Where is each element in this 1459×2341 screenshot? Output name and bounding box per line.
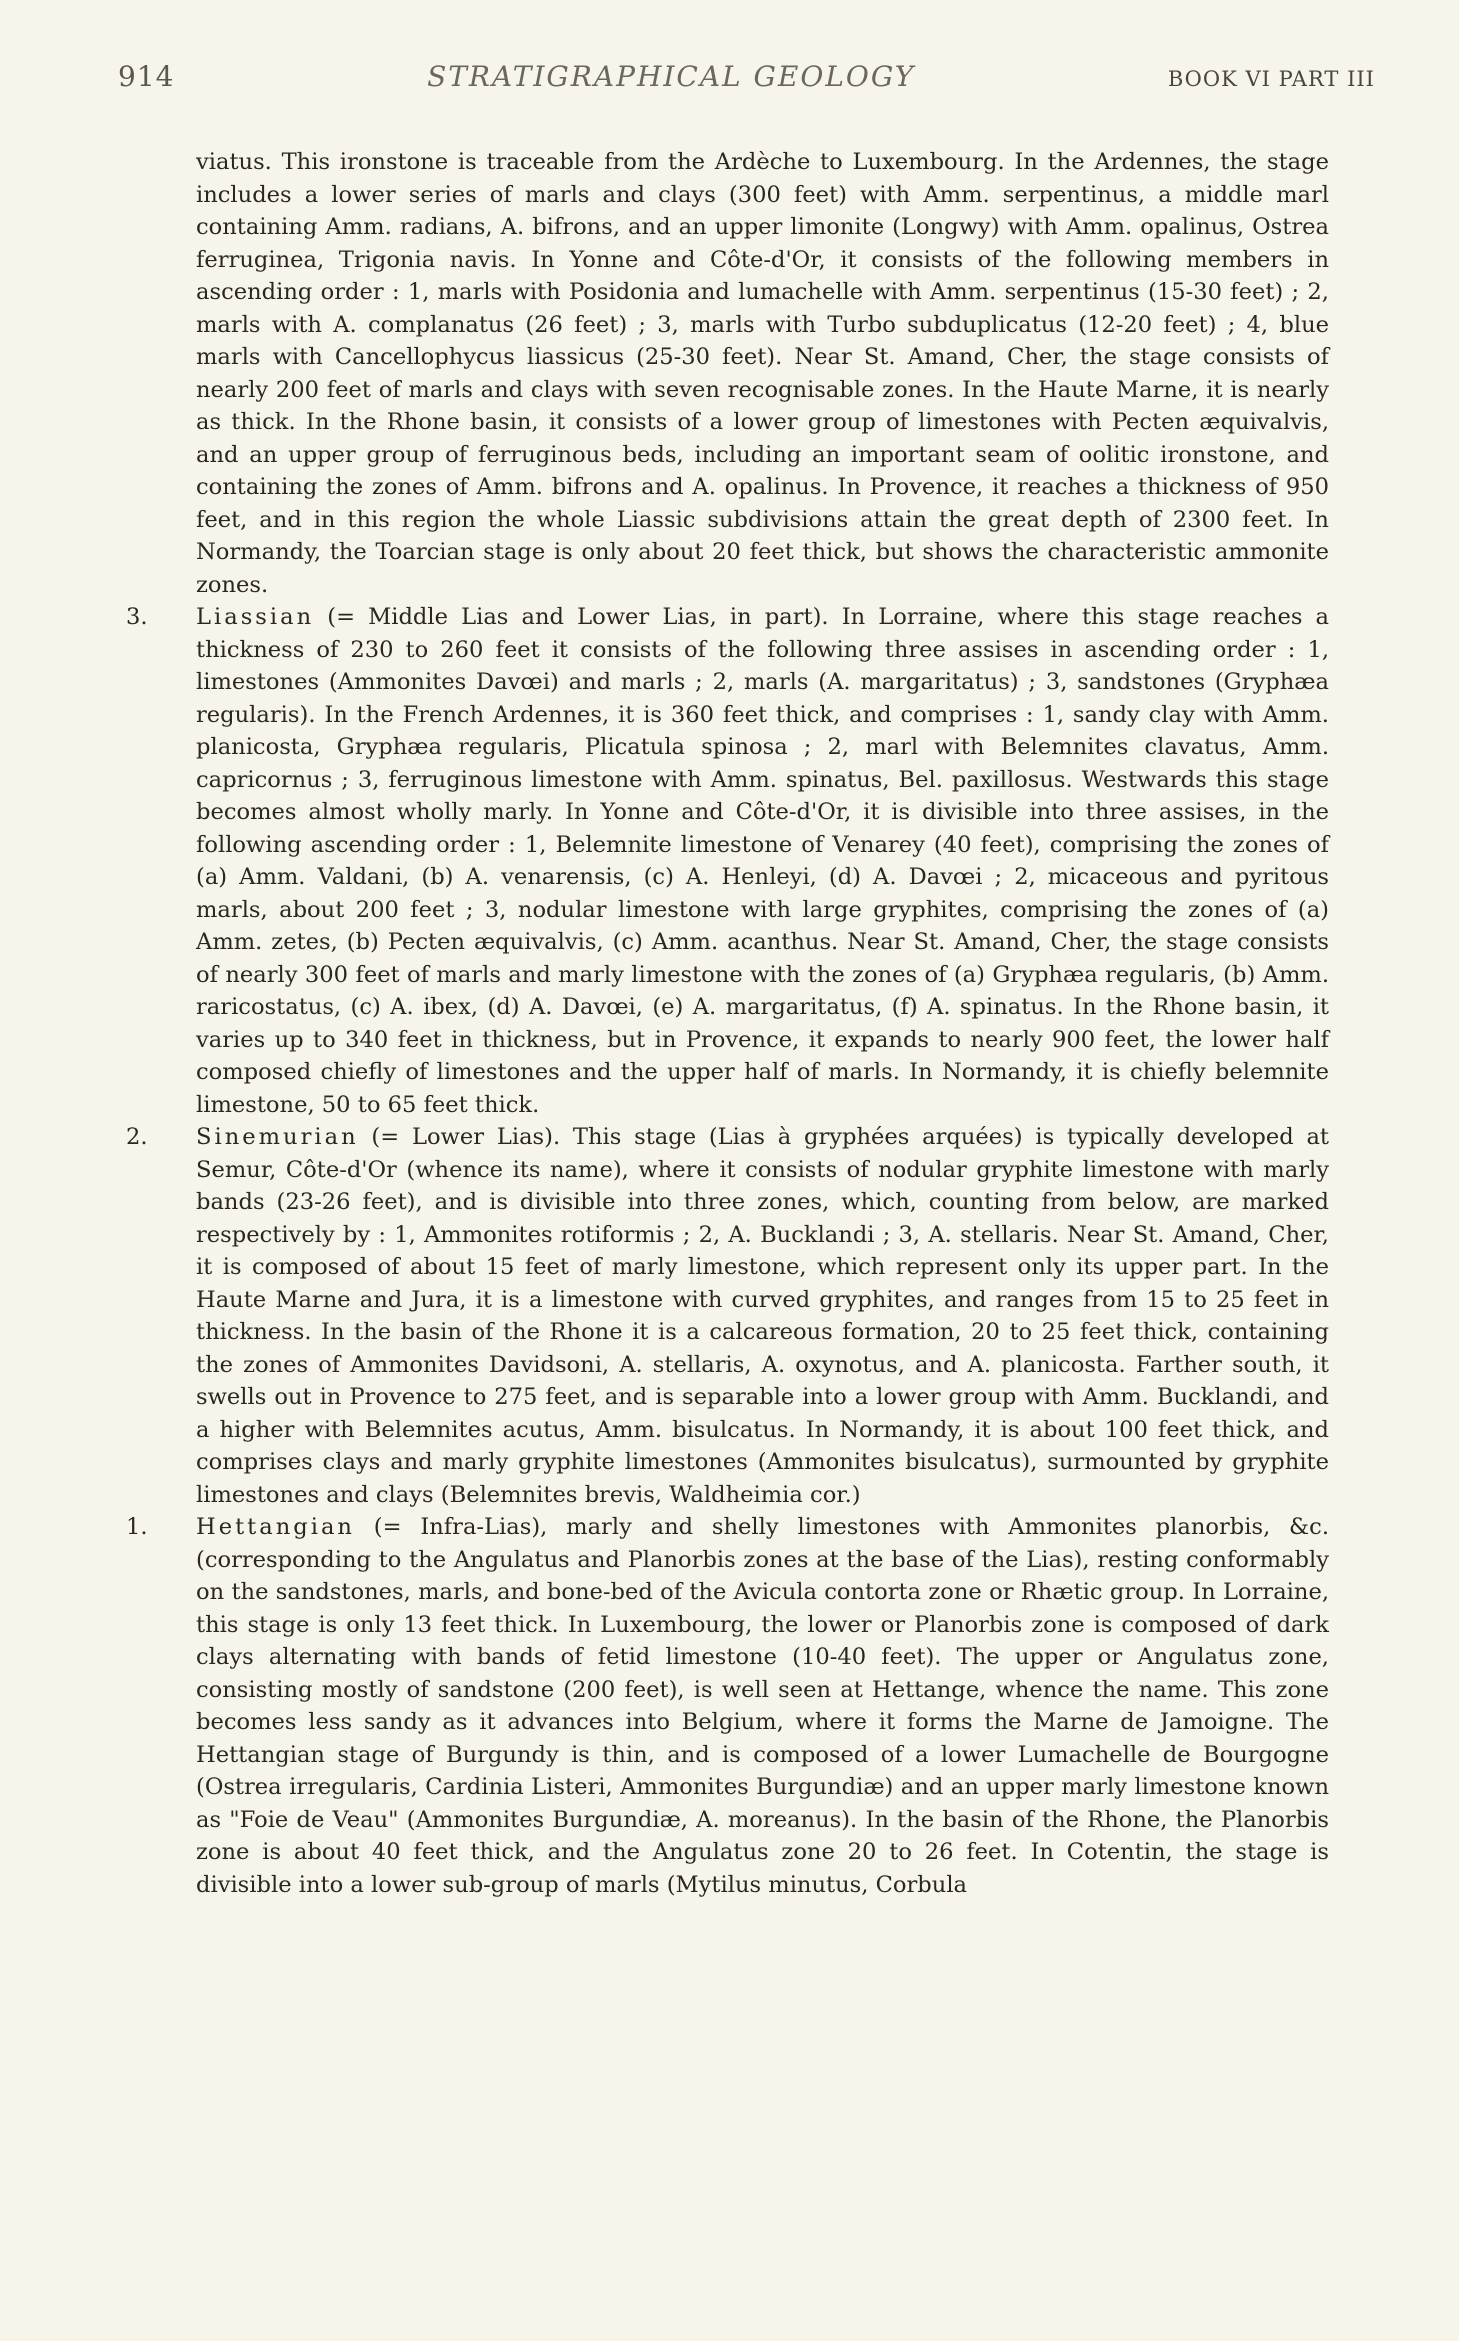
item-number: 2. xyxy=(126,1124,148,1150)
item-text: (= Infra-Lias), marly and shelly limestones with Ammonites planorbis, &c. (corresponding to the Angulatus and Planorbis zones at the base of the Lias), resting conformably on the sandstones, marls, and bone-bed of the Avicula contorta zone or Rhætic group. In Lorraine, this stage is only 13 feet thick. In Luxembourg, the lower or Planorbis zone is composed of dark clays alternating with bands of fetid limestone (10-40 feet). The upper or Angulatus zone, consisting mostly of sandstone (200 feet), is well seen at Hettange, whence the name. This zone becomes less sandy as it advances into Belgium, where it forms the Marne de Jamoigne. The Hettangian stage of Burgundy is thin, and is composed of a lower Lumachelle de Bourgogne (Ostrea irregularis, Cardinia Listeri, Ammonites Burgundiæ) and an upper marly limestone known as "Foie de Veau" (Ammonites Burgundiæ, A. moreanus). In the basin of the Rhone, the Planorbis zone is about 40 feet thick, and the Angulatus zone 20 to 26 feet. In Cotentin, the stage is divisible into a lower sub-group of marls (Mytilus minutus, Corbula xyxy=(196,1514,1329,1898)
page-body xyxy=(126,146,1329,1901)
item-text: (= Lower Lias). This stage (Lias à gryphées arquées) is typically developed at Semur, Côte-d'Or (whence its name), where it consists of nodular gryphite limestone with marly bands (23-26 feet), and is divisible into three zones, which, counting from below, are marked respectively by : 1, Ammonites rotiformis ; 2, A. Bucklandi ; 3, A. stellaris. Near St. Amand, Cher, it is composed of about 15 feet of marly limestone, which represent only its upper part. In the Haute Marne and Jura, it is a limestone with curved gryphites, and ranges from 15 to 25 feet in thickness. In the basin of the Rhone it is a calcareous formation, 20 to 25 feet thick, containing the zones of Ammonites Davidsoni, A. stellaris, A. oxynotus, and A. planicosta. Farther south, it swells out in Provence to 275 feet, and is separable into a lower group with Amm. Bucklandi, and a higher with Belemnites acutus, Amm. bisulcatus. In Normandy, it is about 100 feet thick, and comprises clays and marly gryphite limestones (Ammonites bisulcatus), surmounted by gryphite limestones and clays (Belemnites brevis, Waldheimia cor.) xyxy=(196,1124,1329,1508)
running-title: STRATIGRAPHICAL GEOLOGY xyxy=(427,60,916,93)
page-header xyxy=(118,60,1375,100)
page-number: 914 xyxy=(118,60,175,93)
stage-item-liassian xyxy=(126,601,1329,1121)
stage-item-hettangian xyxy=(126,1511,1329,1901)
stage-term: Hettangian xyxy=(196,1514,355,1540)
item-number: 3. xyxy=(126,604,148,630)
item-text: (= Middle Lias and Lower Lias, in part). In Lorraine, where this stage reaches a thickness of 230 to 260 feet it consists of the following three assises in ascending order : 1, limestones (Ammonites Davœi) and marls ; 2, marls (A. margaritatus) ; 3, sandstones (Gryphæa regularis). In the French Ardennes, it is 360 feet thick, and comprises : 1, sandy clay with Amm. planicosta, Gryphæa regularis, Plicatula spinosa ; 2, marl with Belemnites clavatus, Amm. capricornus ; 3, ferruginous limestone with Amm. spinatus, Bel. paxillosus. Westwards this stage becomes almost wholly marly. In Yonne and Côte-d'Or, it is divisible into three assises, in the following ascending order : 1, Belemnite limestone of Venarey (40 feet), comprising the zones of (a) Amm. Valdani, (b) A. venarensis, (c) A. Henleyi, (d) A. Davœi ; 2, micaceous and pyritous marls, about 200 feet ; 3, nodular limestone with large gryphites, comprising the zones of (a) Amm. zetes, (b) Pecten æquivalvis, (c) Amm. acanthus. Near St. Amand, Cher, the stage consists of nearly 300 feet of marls and marly limestone with the zones of (a) Gryphæa regularis, (b) Amm. raricostatus, (c) A. ibex, (d) A. Davœi, (e) A. margaritatus, (f) A. spinatus. In the Rhone basin, it varies up to 340 feet in thickness, but in Provence, it expands to nearly 900 feet, the lower half composed chiefly of limestones and the upper half of marls. In Normandy, it is chiefly belemnite limestone, 50 to 65 feet thick. xyxy=(196,604,1329,1118)
stage-item-sinemurian xyxy=(126,1121,1329,1511)
stage-term: Sinemurian xyxy=(196,1124,359,1150)
item-number: 1. xyxy=(126,1514,148,1540)
book-reference: BOOK VI PART III xyxy=(1167,67,1375,91)
stage-term: Liassian xyxy=(196,604,315,630)
continuation-paragraph: viatus. This ironstone is traceable from the Ardèche to Luxembourg. In the Ardennes, the stage includes a lower series of marls and clays (300 feet) with Amm. serpentinus, a middle marl containing Amm. radians, A. bifrons, and an upper limonite (Longwy) with Amm. opalinus, Ostrea ferruginea, Trigonia navis. In Yonne and Côte-d'Or, it consists of the following members in ascending order : 1, marls with Posidonia and lumachelle with Amm. serpentinus (15-30 feet) ; 2, marls with A. complanatus (26 feet) ; 3, marls with Turbo subduplicatus (12-20 feet) ; 4, blue marls with Cancellophycus liassicus (25-30 feet). Near St. Amand, Cher, the stage consists of nearly 200 feet of marls and clays with seven recognisable zones. In the Haute Marne, it is nearly as thick. In the Rhone basin, it consists of a lower group of limestones with Pecten æquivalvis, and an upper group of ferruginous beds, including an important seam of oolitic ironstone, and containing the zones of Amm. bifrons and A. opalinus. In Provence, it reaches a thickness of 950 feet, and in this region the whole Liassic subdivisions attain the great depth of 2300 feet. In Normandy, the Toarcian stage is only about 20 feet thick, but shows the characteristic ammonite zones. xyxy=(196,149,1329,598)
